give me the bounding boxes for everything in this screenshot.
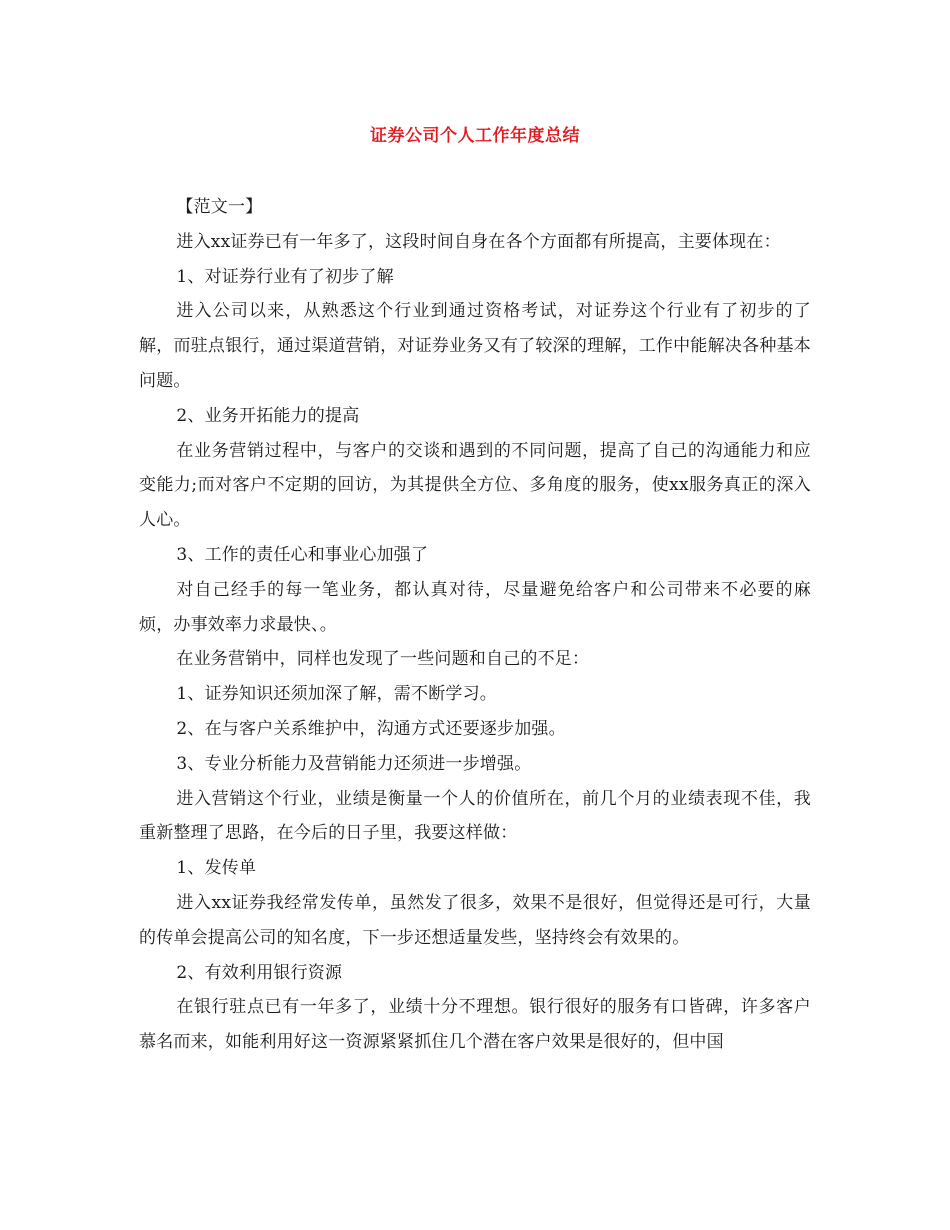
list-item: 1、证券知识还须加深了解，需不断学习。	[176, 684, 498, 705]
paragraph-subheading: 3、工作的责任心和事业心加强了	[176, 544, 429, 565]
paragraph: 对自己经手的每一笔业务，都认真对待，尽量避免给客户和公司带来不必要的麻烦，办事效率力求最快、。	[139, 579, 811, 635]
paragraph: 进入xx证券已有一年多了，这段时间自身在各个方面都有所提高，主要体现在：	[176, 231, 781, 252]
paragraph-subheading: 1、发传单	[176, 858, 257, 879]
paragraph: 在业务营销中，同样也发现了一些问题和自己的不足：	[176, 649, 590, 670]
paragraph-subheading: 1、对证券行业有了初步了解	[176, 266, 394, 287]
document-body	[139, 190, 811, 1060]
paragraph-heading-sample: 【范文一】	[176, 197, 263, 217]
list-item: 3、专业分析能力及营销能力还须进一步增强。	[176, 753, 532, 774]
paragraph: 进入xx证券我经常发传单，虽然发了很多，效果不是很好，但觉得还是可行，大量的传单会提高公司的知名度，下一步还想适量发些，坚持终会有效果的。	[139, 892, 811, 948]
paragraph: 进入公司以来，从熟悉这个行业到通过资格考试，对证券这个行业有了初步的了解，而驻点银行，通过渠道营销，对证券业务又有了较深的理解，工作中能解决各种基本问题。	[139, 301, 811, 391]
document-title: 证券公司个人工作年度总结	[370, 126, 580, 146]
paragraph: 在银行驻点已有一年多了，业绩十分不理想。银行很好的服务有口皆碑，许多客户慕名而来，如能利用好这一资源紧紧抓住几个潜在客户效果是很好的，但中国	[139, 997, 811, 1053]
paragraph: 进入营销这个行业，业绩是衡量一个人的价值所在，前几个月的业绩表现不佳，我重新整理了思路，在今后的日子里，我要这样做：	[139, 788, 811, 844]
list-item: 2、在与客户关系维护中，沟通方式还要逐步加强。	[176, 718, 566, 739]
paragraph-subheading: 2、有效利用银行资源	[176, 962, 343, 983]
paragraph: 在业务营销过程中，与客户的交谈和遇到的不同问题，提高了自己的沟通能力和应变能力;而对客户不定期的回访，为其提供全方位、多角度的服务，使xx服务真正的深入人心。	[139, 440, 811, 531]
paragraph-subheading: 2、业务开拓能力的提高	[176, 405, 360, 426]
